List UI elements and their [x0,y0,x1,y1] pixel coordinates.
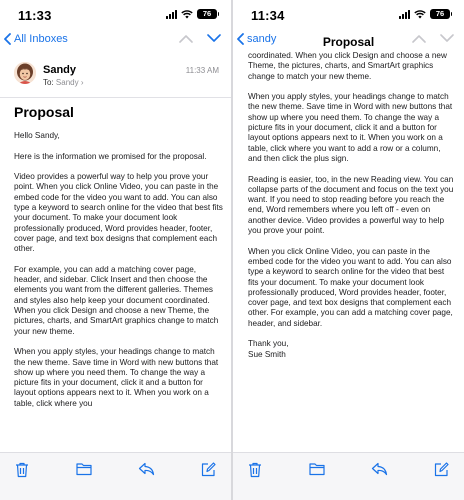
wifi-icon [181,10,193,19]
status-bar [233,0,464,30]
signal-icon [166,10,177,19]
sender-name: Sandy [43,64,77,76]
message-nav [179,34,221,43]
compose-icon[interactable] [201,462,216,477]
email-body [14,131,224,445]
body-paragraph: Sue Smith [248,349,286,359]
received-time: 11:33 AM [185,66,219,75]
right-screen [233,0,464,500]
reply-icon[interactable] [371,462,388,476]
folder-icon[interactable] [76,462,92,476]
battery-icon: 76 [430,9,450,19]
chevron-right-icon: › [80,78,84,87]
status-time: 11:33 [18,8,52,23]
chevron-down-icon[interactable] [440,34,454,43]
back-label: sandy [247,33,277,45]
avatar-memoji-icon [14,62,36,84]
status-time: 11:34 [251,8,285,23]
battery-icon: 76 [197,9,217,19]
wifi-icon [414,10,426,19]
nav-bar [0,30,231,54]
email-body [248,51,456,444]
bottom-toolbar [233,452,464,500]
to-label: To: [43,78,54,87]
reply-icon[interactable] [138,462,155,476]
status-icons [166,9,217,19]
chevron-left-icon [4,33,11,45]
body-paragraph: Hello Sandy, [14,131,60,140]
folder-icon[interactable] [309,462,325,476]
to-value: Sandy [55,78,79,87]
trash-icon[interactable] [15,462,29,478]
body-paragraph: Here is the information we promised for the proposal. [14,151,207,161]
body-paragraph: Thank you, [248,339,289,349]
back-button[interactable] [4,33,68,45]
chevron-up-icon[interactable] [412,34,426,43]
sender-header[interactable] [0,58,231,98]
body-paragraph: When you apply styles, your headings change to match the new theme. Save time in Word with new buttons that show up where you need them. To change the way a picture fits in your document, click it and a button for layout options appears next to it. When you work on a table, click where you [14,347,219,408]
body-paragraph: When you click Online Video, you can paste in the embed code for the video you want to add. You can also type a keyword to search online for the video that best fits your document. To make your document look professionally produced, Word provides header, footer, cover page, and text box designs that complement each other. For example, you can add a matching cover page, header, and sidebar. [248,246,453,328]
status-bar [0,0,231,30]
body-paragraph: When you apply styles, your headings change to match the new theme. Save time in Word with new buttons that show up where you need them. To change the way a picture fits in your document, click it and a button for layout options appears next to it. When you work on a table, click where you want to add a row or a column, and then click the plus sign. [248,92,453,163]
compose-icon[interactable] [434,462,449,477]
email-subject: Proposal [14,104,74,120]
signal-icon [399,10,410,19]
body-paragraph: Reading is easier, too, in the new Reading view. You can collapse parts of the document and focus on the text you want. If you need to stop reading before you reach the end, Word remembers where you left off - even on another device. Video provides a powerful way to help you prove your point. [248,174,454,236]
left-screen [0,0,231,500]
message-nav [412,34,454,43]
bottom-toolbar [0,452,231,500]
trash-icon[interactable] [248,462,262,478]
status-icons [399,9,450,19]
recipient-line [43,78,84,87]
nav-title: Proposal [322,35,375,49]
body-paragraph: coordinated. When you click Design and choose a new Theme, the pictures, charts, and SmartArt graphics change to match your new theme. [248,51,447,81]
avatar [14,62,36,84]
body-paragraph: Video provides a powerful way to help you prove your point. When you click Online Video, you can paste in the embed code for the video you want to add. You can also type a keyword to search online for the video that best fits your document. To make your document look professionally produced, Word provides header, footer, cover page, and text box designs that complement each other. [14,172,223,254]
body-paragraph: For example, you can add a matching cover page, header, and sidebar. Click Insert and then choose the elements you want from the different galleries. Themes and styles also help keep your document coordinated. When you click Design and choose a new Theme, the pictures, charts, and SmartArt graphics change to match your new theme. [14,264,219,336]
chevron-up-icon[interactable] [179,34,193,43]
chevron-down-icon[interactable] [207,34,221,43]
back-label: All Inboxes [14,33,68,45]
